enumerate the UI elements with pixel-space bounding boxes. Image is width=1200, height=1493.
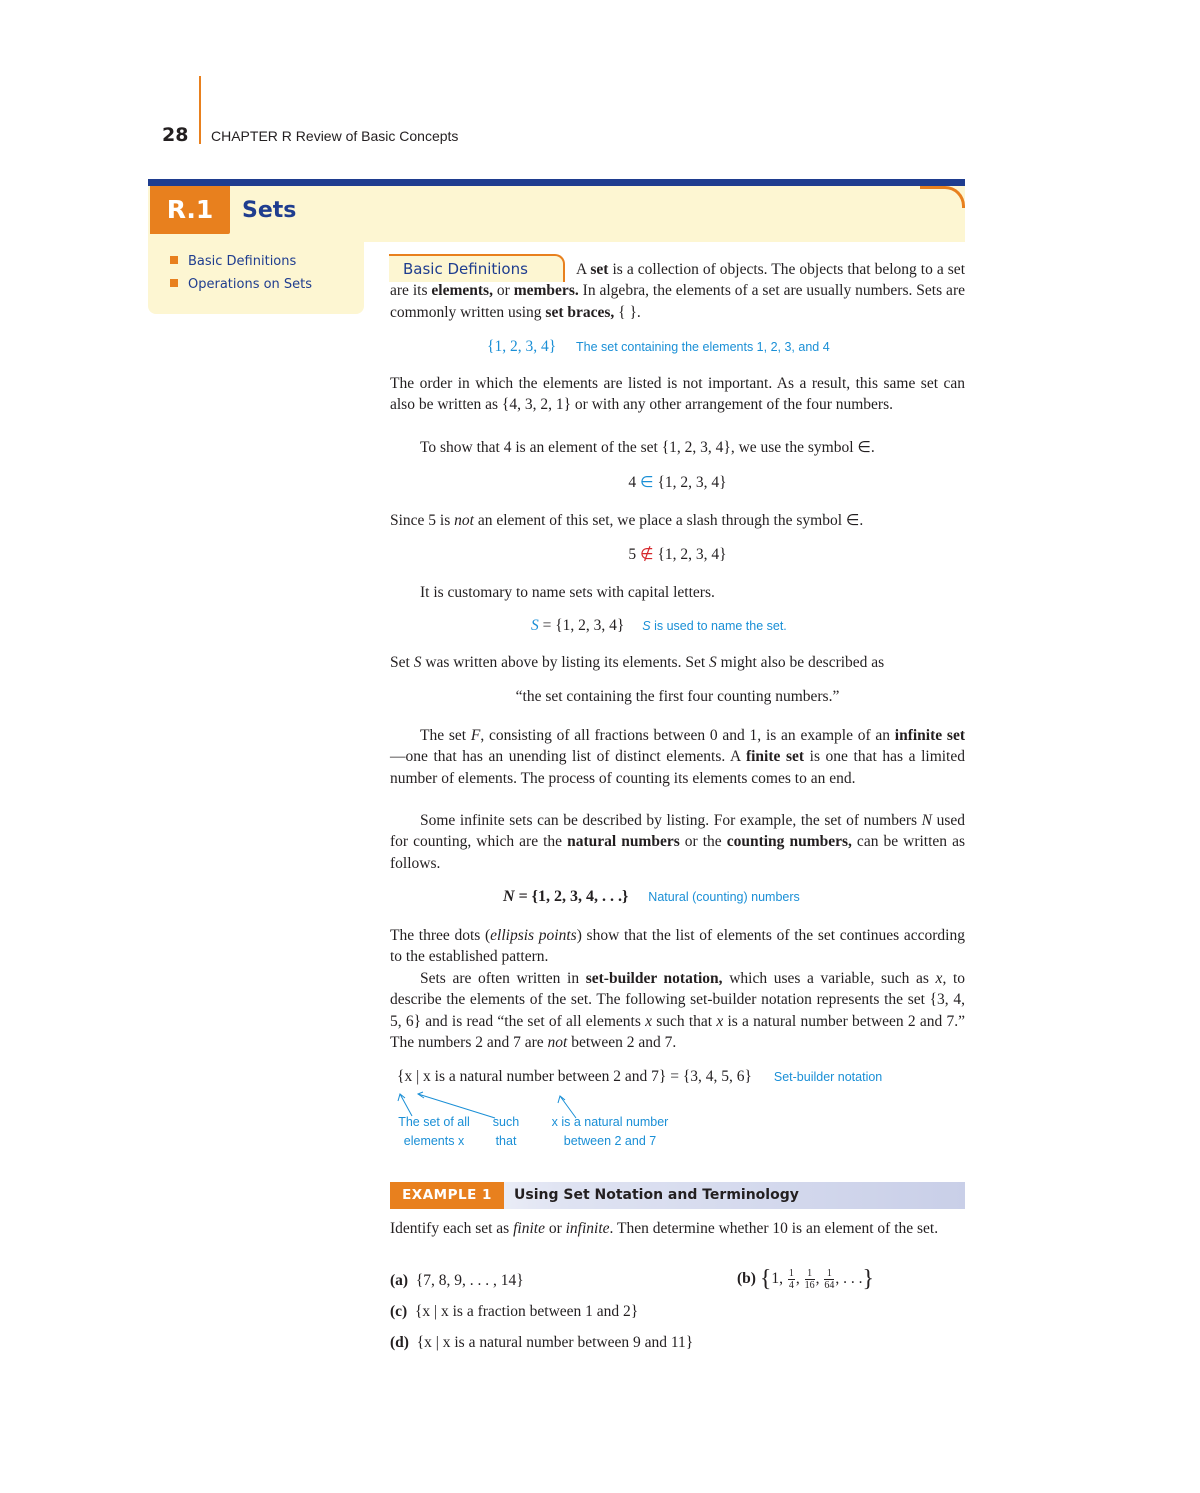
chapter-label: CHAPTER R — [211, 128, 292, 144]
equation-note: Natural (counting) numbers — [648, 890, 800, 904]
paragraph-natural-numbers: Some infinite sets can be described by listing. For example, the set of numbers N used for counting, which are the natural numbers or the counting numbers, can be written as follows. — [390, 812, 965, 872]
annotation-set-of-all: The set of all elements x — [398, 1115, 470, 1148]
paragraph-element-symbol: To show that 4 is an element of the set {1, 2, 3, 4}, we use the symbol ∈. — [420, 439, 875, 456]
square-bullet-icon — [170, 279, 178, 287]
paragraph-not-element: Since 5 is not an element of this set, we place a slash through the symbol ∈. — [390, 512, 864, 529]
quoted-description: “the set containing the first four counting numbers.” — [515, 688, 840, 705]
banner-rule — [148, 179, 965, 186]
example-part-c: (c) {x | x is a fraction between 1 and 2} — [390, 1303, 639, 1320]
annotation-such-that: such that — [492, 1115, 520, 1148]
section-title: Sets — [242, 198, 297, 223]
fraction: $\frac{1}{4}$ — [788, 1267, 794, 1291]
example-part-d: (d) {x | x is a natural number between 9 and 11} — [390, 1334, 694, 1351]
annotation-natural-number: x is a natural number between 2 and 7 — [551, 1115, 669, 1148]
paragraph-set-s: Set S was written above by listing its elements. Set S might also be described as — [390, 654, 885, 671]
header-divider — [199, 76, 201, 144]
paragraph-infinite-finite: The set F, consisting of all fractions between 0 and 1, is an example of an infinite set—one that has an unending list of distinct elements. A finite set is one that has a limited number of elements. The process of counting its elements comes to an end. — [390, 727, 965, 787]
equation-note: Set-builder notation — [773, 1070, 883, 1084]
equation-set-listing: {1, 2, 3, 4} The set containing the elements 1, 2, 3, and 4 — [487, 338, 830, 355]
equation-named-set: S = {1, 2, 3, 4} S is used to name the set. — [531, 617, 787, 634]
objectives-box — [148, 242, 364, 314]
example-instructions: Identify each set as finite or infinite. Then determine whether 10 is an element of the set. — [390, 1220, 939, 1237]
paragraph-order: The order in which the elements are listed is not important. As a result, this same set can also be written as {4, 3, 2, 1} or with any other arrangement of the four numbers. — [390, 375, 965, 414]
equation-set-builder: {x | x is a natural number between 2 and 7} = {3, 4, 5, 6} Set-builder notation — [397, 1068, 883, 1085]
chapter-title: Review of Basic Concepts — [295, 128, 459, 144]
example-title: Using Set Notation and Terminology — [514, 1187, 799, 1203]
page-number: 28 — [162, 124, 189, 146]
equation-natural-numbers: N = {1, 2, 3, 4, . . .} Natural (counting) numbers — [503, 888, 800, 905]
example-label: EXAMPLE 1 — [390, 1182, 504, 1209]
fraction: $\frac{1}{64}$ — [824, 1267, 835, 1291]
equation-note: S is used to name the set. — [642, 619, 787, 633]
running-head — [211, 128, 458, 144]
equation-element-of: 4 ∈ {1, 2, 3, 4} — [628, 474, 727, 491]
fraction: $\frac{1}{16}$ — [804, 1267, 815, 1291]
section-number: R.1 — [150, 186, 230, 234]
example-part-b: (b) {1, $\frac{1}{4}$ , $\frac{1}{16}$ , $\frac{1}{64}$ , . . .} — [737, 1266, 875, 1292]
paragraph-capital-letters: It is customary to name sets with capital letters. — [420, 584, 715, 601]
equation-not-element-of: 5 ∉ {1, 2, 3, 4} — [628, 546, 727, 563]
paragraph-set-builder: Sets are often written in set-builder notation, which uses a variable, such as x, to describe the elements of the set. The following set-builder notation represents the set {3, 4, 5, 6} and is read “the set of all elements x such that x is a natural number between 2 and 7.” The numbers 2 and 7 are not between 2 and 7. — [390, 970, 966, 1052]
objective-item[interactable]: Basic Definitions — [170, 254, 296, 269]
subsection-title: Basic Definitions — [403, 260, 528, 278]
objective-item[interactable]: Operations on Sets — [170, 277, 312, 292]
paragraph-ellipsis: The three dots (ellipsis points) show that the list of elements of the set continues according to the established pattern. — [390, 927, 965, 966]
equation-note: The set containing the elements 1, 2, 3, and 4 — [576, 340, 830, 354]
square-bullet-icon — [170, 256, 178, 264]
example-part-a: (a) {7, 8, 9, . . . , 14} — [390, 1272, 524, 1289]
paragraph-set-definition: A set is a collection of objects. The objects that belong to a set are its elements, or members. In algebra, the elements of a set are usually numbers. Sets are commonly written using set braces, { }. — [390, 261, 965, 321]
